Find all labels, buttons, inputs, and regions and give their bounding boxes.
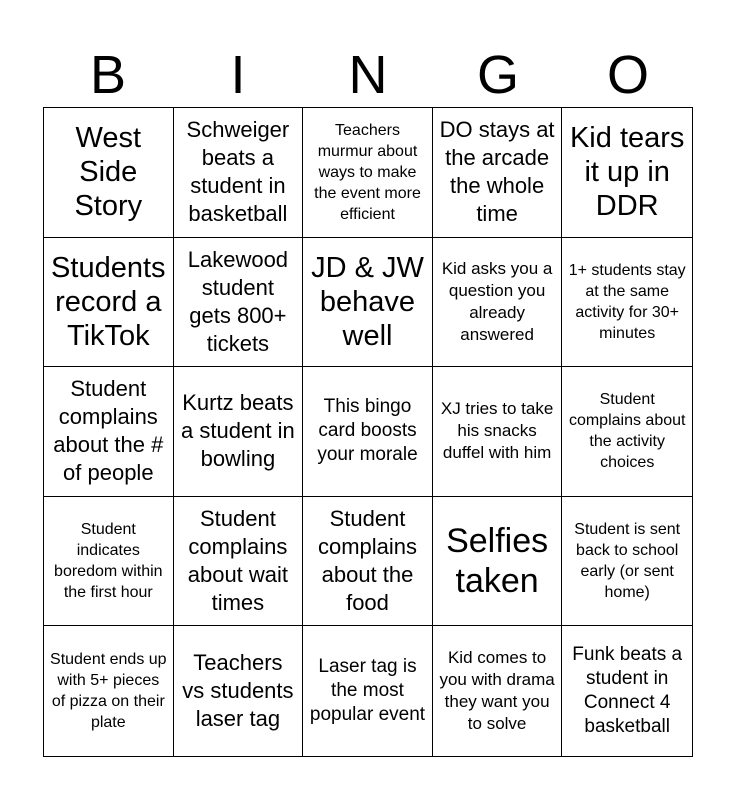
bingo-cell[interactable] [44, 497, 174, 627]
bingo-cell-text: Laser tag is the most popular event [309, 656, 426, 726]
bingo-cell[interactable] [433, 238, 563, 368]
bingo-cell-text: Kurtz beats a student in bowling [181, 390, 295, 472]
bingo-cell-text: 1+ students stay at the same activity for 30+ minutes [568, 261, 686, 342]
bingo-cell-text: Teachers vs students laser tag [182, 650, 294, 732]
bingo-cell-text: Kid asks you a question you already answered [441, 258, 553, 344]
bingo-cell[interactable] [44, 367, 174, 497]
bingo-cell-text: Schweiger beats a student in basketball [186, 117, 290, 227]
header-letter-b: B [89, 45, 127, 105]
bingo-cell-text: Lakewood student gets 800+ tickets [187, 246, 289, 356]
bingo-cell[interactable] [562, 108, 692, 238]
bingo-cell-text: West Side Story [74, 122, 143, 223]
header-letter-i: I [230, 45, 246, 105]
bingo-cell-text: DO stays at the arcade the whole time [439, 117, 555, 227]
bingo-cell-text: Student indicates boredom within the first hour [54, 521, 163, 602]
bingo-cell-text: Students record a TikTok [51, 251, 166, 352]
bingo-cell[interactable] [562, 238, 692, 368]
bingo-cell[interactable] [44, 238, 174, 368]
bingo-cell-text: Student complains about the activity choices [568, 391, 686, 472]
bingo-cell-text: Teachers murmur about ways to make the event more efficient [314, 121, 421, 223]
bingo-cell[interactable] [562, 497, 692, 627]
bingo-cell[interactable] [433, 367, 563, 497]
bingo-cell[interactable] [174, 108, 304, 238]
bingo-cell[interactable] [433, 626, 563, 756]
bingo-cell[interactable] [44, 108, 174, 238]
bingo-cell-text: Student complains about wait times [187, 506, 289, 616]
header-letter-o: O [606, 45, 649, 105]
bingo-cell[interactable] [303, 367, 433, 497]
bingo-cell-text: XJ tries to take his snacks duffel with him [440, 399, 554, 463]
bingo-cell[interactable] [303, 108, 433, 238]
bingo-grid [43, 107, 693, 757]
bingo-cell-text: JD & JW behave well [311, 251, 424, 352]
bingo-cell[interactable] [174, 238, 304, 368]
bingo-cell[interactable] [562, 626, 692, 756]
header-letter-g: G [476, 45, 519, 105]
bingo-cell[interactable] [174, 367, 304, 497]
bingo-cell-text: This bingo card boosts your morale [317, 396, 418, 466]
bingo-cell[interactable] [562, 367, 692, 497]
bingo-cell-text: Kid tears it up in DDR [569, 122, 685, 223]
bingo-cell-text: Student is sent back to school early (or sent home) [574, 521, 681, 602]
header-letter-n: N [348, 45, 388, 105]
bingo-cell-text: Selfies taken [446, 522, 549, 601]
bingo-cell-text: Student ends up with 5+ pieces of pizza on their plate [50, 651, 167, 732]
bingo-cell[interactable] [433, 497, 563, 627]
bingo-cell-text: Student complains about the # of people [53, 376, 164, 486]
bingo-cell-text: Funk beats a student in Connect 4 basketball [572, 644, 683, 738]
bingo-cell[interactable] [44, 626, 174, 756]
bingo-cell[interactable] [433, 108, 563, 238]
bingo-cell[interactable] [303, 497, 433, 627]
bingo-cell[interactable] [174, 626, 304, 756]
bingo-cell-text: Kid comes to you with drama they want you to solve [439, 648, 555, 734]
bingo-cell[interactable] [174, 497, 304, 627]
bingo-cell[interactable] [303, 626, 433, 756]
bingo-cell[interactable] [303, 238, 433, 368]
bingo-header [43, 44, 693, 106]
bingo-cell-text: Student complains about the food [317, 506, 418, 616]
